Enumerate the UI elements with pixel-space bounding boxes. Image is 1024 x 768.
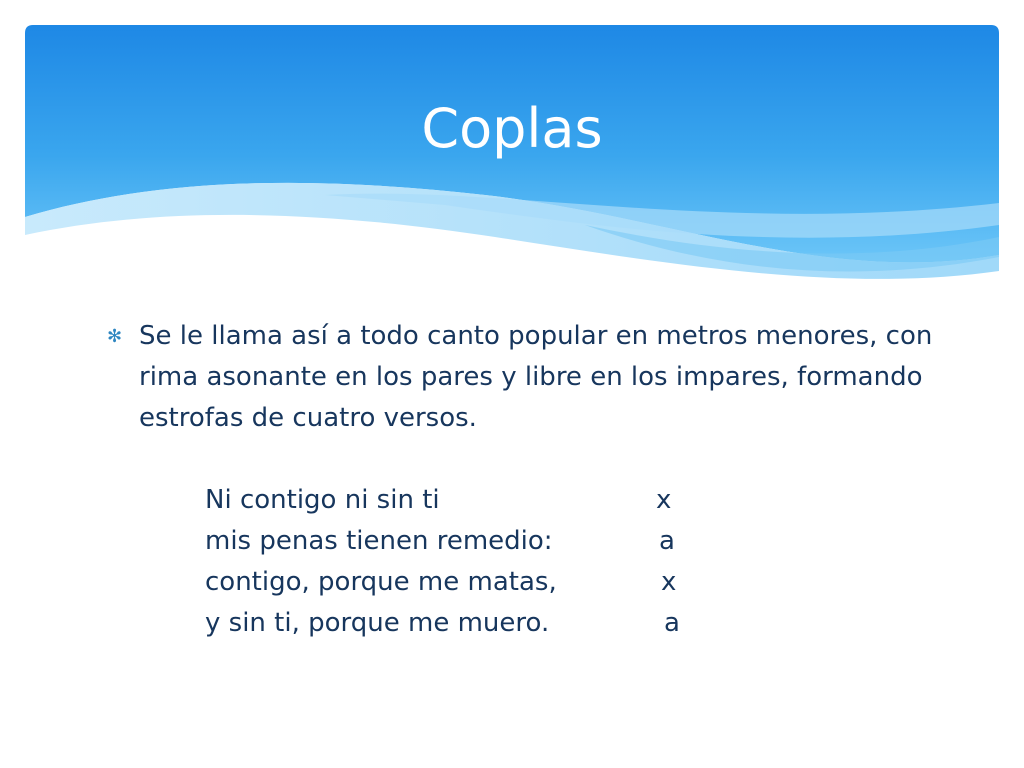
- rhyme-letter: x: [661, 567, 677, 597]
- verse-line: contigo, porque me matas,: [205, 567, 557, 597]
- verse-line: y sin ti, porque me muero.: [205, 608, 550, 638]
- verse-row: [205, 480, 725, 521]
- verse-row: [205, 521, 725, 562]
- verse-block: [205, 480, 725, 644]
- slide-title: Coplas: [421, 97, 603, 160]
- rhyme-letter: x: [656, 485, 672, 515]
- verse-row: [205, 562, 725, 603]
- header-banner: [25, 25, 999, 287]
- verse-line: mis penas tienen remedio:: [205, 526, 553, 556]
- rhyme-letter: a: [659, 526, 675, 556]
- verse-line: Ni contigo ni sin ti: [205, 485, 440, 515]
- bullet-paragraph: [107, 316, 957, 439]
- verse-row: [205, 603, 725, 644]
- asterisk-bullet-icon: ✻: [107, 326, 123, 347]
- bullet-text: Se le llama así a todo canto popular en metros menores, con rima asonante en los pares y libre en los impares, formando estrofas de cuatro versos.: [139, 321, 933, 433]
- rhyme-letter: a: [664, 608, 680, 638]
